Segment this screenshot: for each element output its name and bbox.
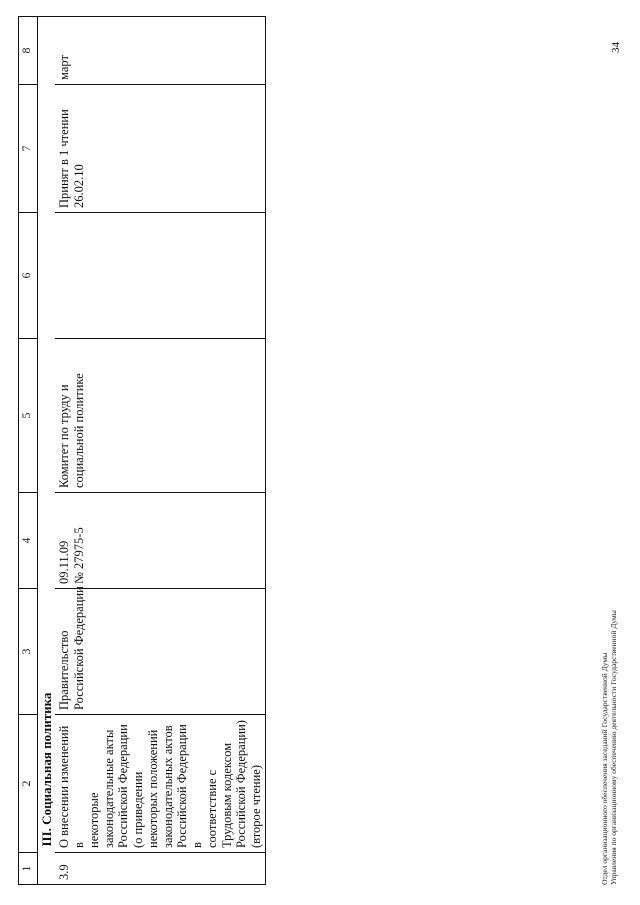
bill-title-line: законодательных актов [160, 725, 175, 848]
column-number: 8 [19, 17, 38, 85]
row-number: 3.9 [55, 853, 265, 885]
committee-line: социальной политике [72, 373, 87, 488]
bill-title-line: (о приведении [131, 771, 146, 848]
status-date: 26.02.10 [72, 164, 87, 208]
initiator-line: Правительство [57, 630, 72, 710]
column-number: 6 [19, 213, 38, 339]
bill-title-line: Российской Федерации [116, 724, 131, 848]
table-row [55, 17, 265, 885]
bill-title [55, 715, 265, 853]
column-number: 3 [19, 589, 38, 715]
bill-title-line: соответствие с [204, 769, 219, 848]
responsible-committee [55, 339, 265, 493]
bill-title-line: некоторые [86, 792, 101, 848]
column-number: 7 [19, 85, 38, 213]
committee-line: Комитет по труду и [57, 384, 72, 488]
registration-date: 09.11.09 [57, 540, 72, 584]
initiator-line: Российской Федерации [72, 586, 87, 710]
section-title: III. Социальная политика [38, 17, 56, 853]
column-number-row [19, 17, 38, 885]
footer-line: Отдел организационного обеспечения заседаний Государственной Думы [600, 652, 609, 885]
bill-title-line: Трудовым кодексом [219, 742, 234, 848]
registration [55, 493, 265, 589]
table-bottom-border [265, 17, 266, 885]
initiator [55, 586, 265, 715]
column-number: 4 [19, 493, 38, 589]
page-number: 34 [610, 42, 622, 53]
bill-title-line: (второе чтение) [249, 764, 264, 848]
bill-title-line: Российской Федерации в [175, 724, 205, 848]
column-6-cell [55, 213, 265, 339]
footer [600, 610, 618, 885]
bill-title-line: некоторых положений [145, 729, 160, 848]
legislation-table [18, 16, 266, 885]
column-number: 5 [19, 339, 38, 493]
planned-month: март [55, 17, 265, 85]
column-number: 2 [19, 715, 38, 853]
bill-status [55, 85, 265, 213]
footer-line: Управления по организационному обеспечению деятельности Государственной Думы [609, 610, 618, 885]
status-line: Принят в 1 чтении [57, 109, 72, 208]
bill-title-line: Российской Федерации) [234, 720, 249, 848]
bill-title-line: законодательные акты [101, 729, 116, 848]
section-header-row [38, 17, 56, 885]
bill-title-line: О внесении изменений в [57, 725, 87, 848]
bill-number: № 27975-5 [72, 527, 87, 584]
column-number: 1 [19, 853, 38, 885]
